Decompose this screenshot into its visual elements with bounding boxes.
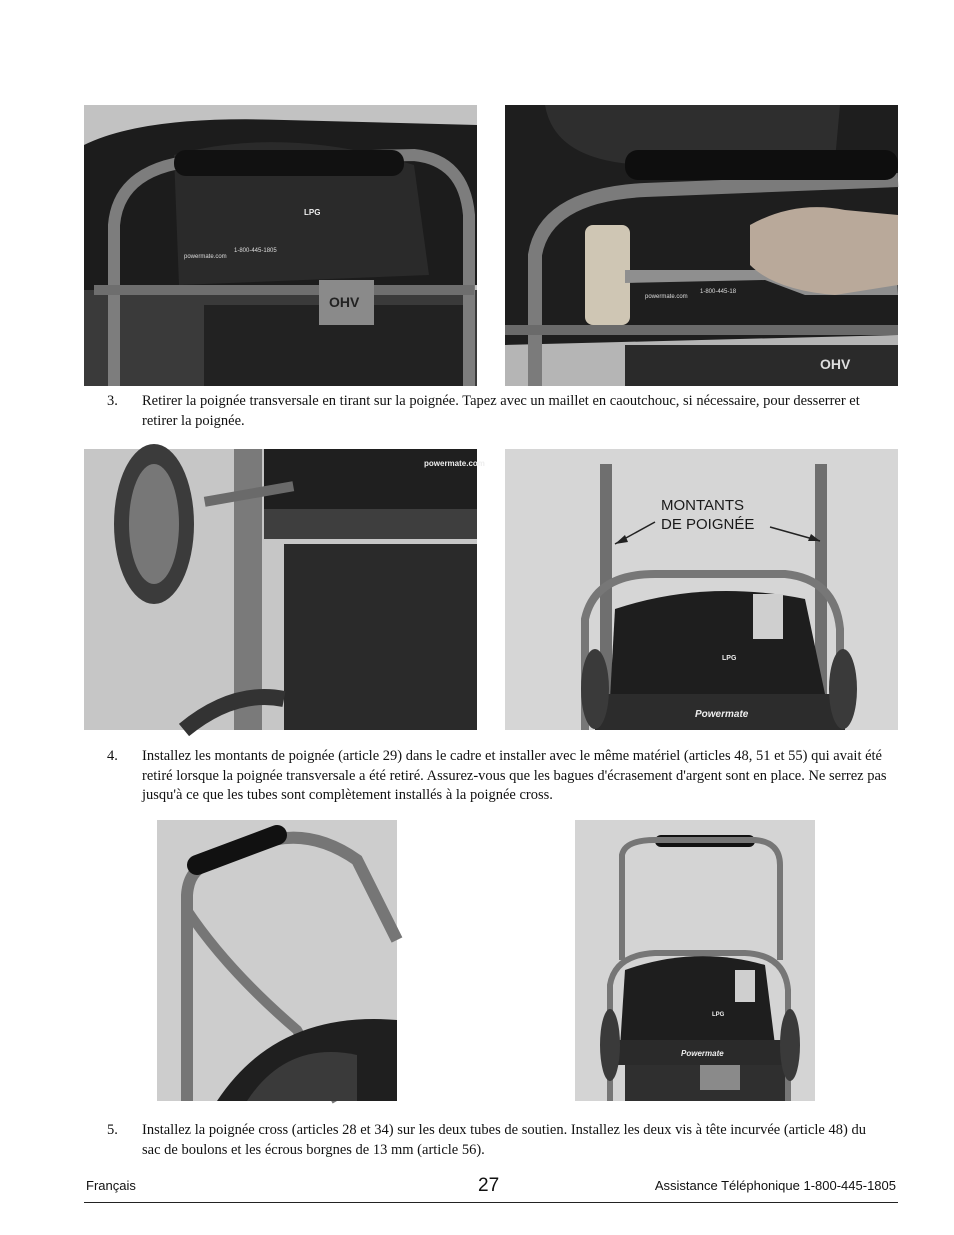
photo-model-label: LPG <box>722 655 737 662</box>
footer-rule <box>84 1202 898 1203</box>
page-number: 27 <box>478 1175 500 1196</box>
photo-model-label: LPG <box>712 1012 725 1018</box>
footer-language: Français <box>86 1178 136 1193</box>
photo-phone-label: 1-800-445-18 <box>700 289 737 295</box>
step-text: Installez les montants de poignée (article 29) dans le cadre et installer avec le même matériel (articles 48, 51 et 55) qui avait été retiré lorsque la poignée transversale a été retiré. Assurez-vous que les bagues d'écrasement d'argent sont en place. Ne serrez pas jusqu'à ce que les tubes sont complètement installés à la poignée cross. <box>142 748 887 803</box>
photo-model-label: LPG <box>304 208 321 217</box>
photo-engine-label: OHV <box>329 294 360 310</box>
callout-line-1: MONTANTS <box>661 497 745 514</box>
step-number: 3. <box>107 393 118 409</box>
photo-brand-label: powermate.com <box>184 254 227 260</box>
photo-logo-label: Powermate <box>681 1049 724 1058</box>
step-text: Retirer la poignée transversale en tirant sur la poignée. Tapez avec un maillet en caoutchouc, si nécessaire, pour desserrer et retirer la poignée. <box>142 393 860 429</box>
photo-handle-uprights <box>505 449 898 730</box>
photo-engine-label: OHV <box>820 356 851 372</box>
photo-brand-label: powermate.com <box>645 294 688 300</box>
photo-upright-frame <box>84 449 485 730</box>
photo-completed-handle <box>575 820 815 1101</box>
step-number: 5. <box>107 1122 118 1138</box>
photo-brand-label: powermate.com <box>424 459 485 468</box>
photo-mallet-tap <box>505 105 898 386</box>
photo-phone-label: 1-800-445-1805 <box>234 248 277 254</box>
step-number: 4. <box>107 748 118 764</box>
photo-cross-handle-install <box>157 820 397 1101</box>
callout-line-2: DE POIGNÉE <box>661 516 755 533</box>
photo-logo-label: Powermate <box>695 709 749 720</box>
photo-remove-cross-handle <box>84 105 477 386</box>
footer-support: Assistance Téléphonique 1-800-445-1805 <box>654 1178 896 1193</box>
step-text: Installez la poignée cross (articles 28 et 34) sur les deux tubes de soutien. Installez les deux vis à tête incurvée (article 48) du sac de boulons et les écrous borgnes de 13 mm (article 56). <box>142 1122 866 1158</box>
